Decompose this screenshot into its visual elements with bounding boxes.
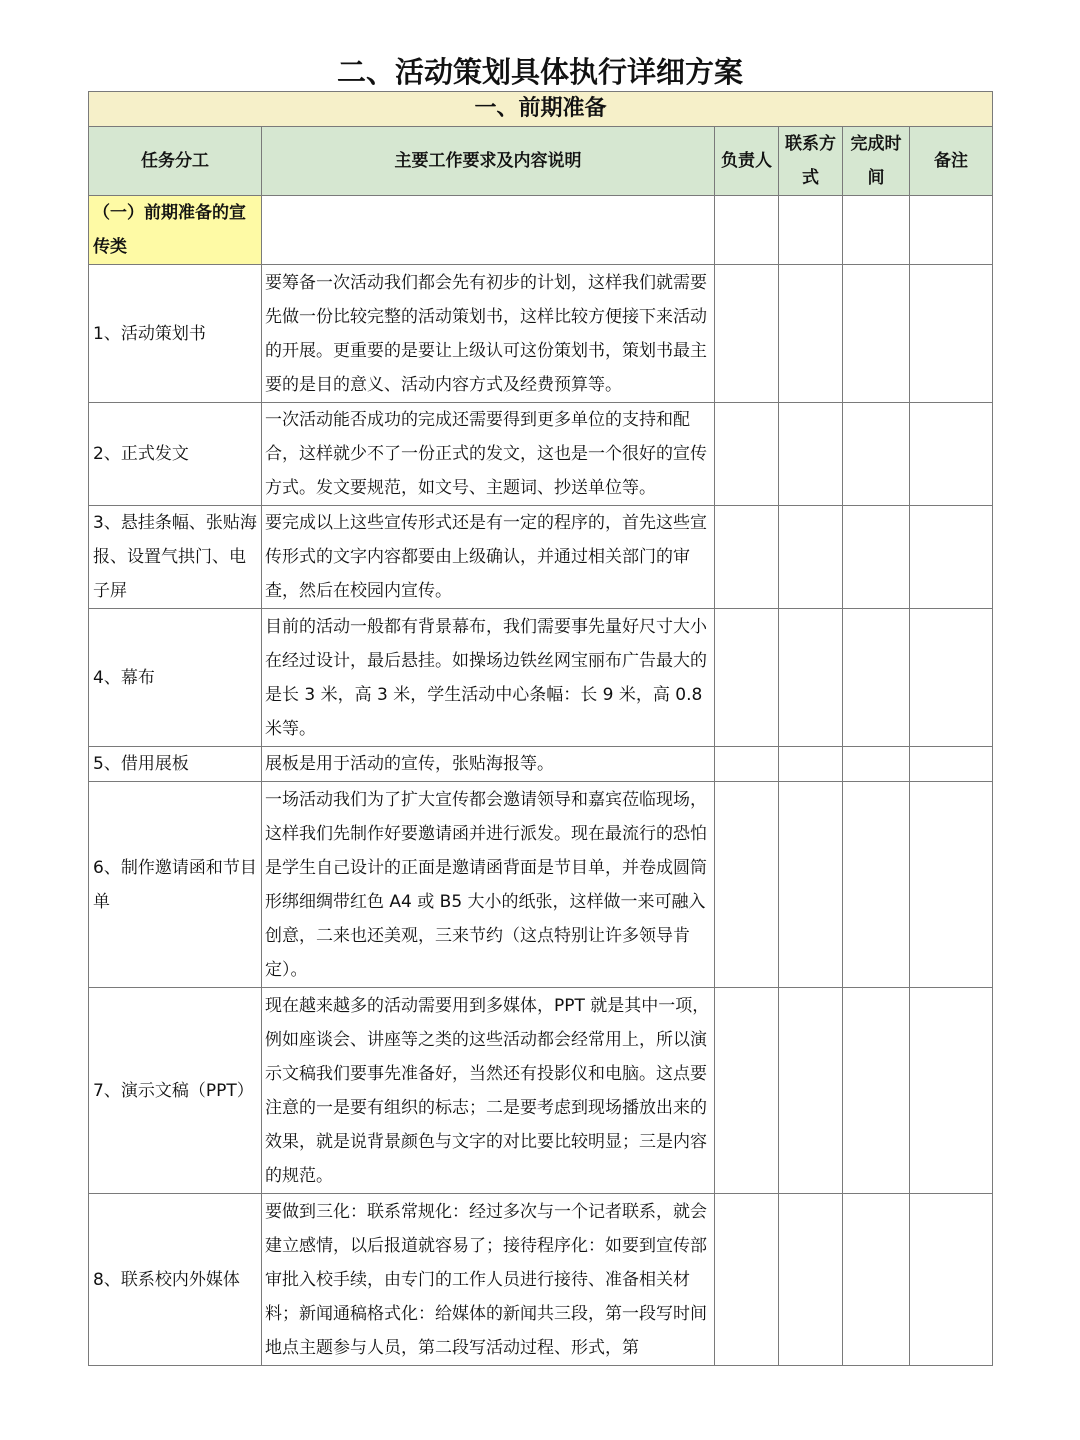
- header-row: [89, 127, 993, 196]
- notes-cell: [910, 609, 993, 747]
- category-row: [89, 196, 993, 265]
- header-description: 主要工作要求及内容说明: [262, 127, 715, 196]
- deadline-cell: [843, 988, 910, 1194]
- deadline-cell: [843, 403, 910, 506]
- notes-cell: [910, 988, 993, 1194]
- contact-cell: [779, 506, 843, 609]
- empty-cell: [910, 196, 993, 265]
- empty-cell: [779, 196, 843, 265]
- task-cell: 5、借用展板: [89, 747, 262, 782]
- plan-table: [88, 91, 993, 1366]
- header-contact: 联系方式: [779, 127, 843, 196]
- owner-cell: [715, 265, 779, 403]
- section-title: 一、前期准备: [89, 92, 993, 127]
- table-row: [89, 782, 993, 988]
- description-cell: 要做到三化：联系常规化：经过多次与一个记者联系，就会建立感情，以后报道就容易了；接待程序化：如要到宣传部审批入校手续，由专门的工作人员进行接待、准备相关材料；新闻通稿格式化：给媒体的新闻共三段，第一段写时间地点主题参与人员，第二段写活动过程、形式，第: [262, 1194, 715, 1366]
- owner-cell: [715, 1194, 779, 1366]
- owner-cell: [715, 506, 779, 609]
- contact-cell: [779, 1194, 843, 1366]
- notes-cell: [910, 506, 993, 609]
- empty-cell: [843, 196, 910, 265]
- contact-cell: [779, 747, 843, 782]
- notes-cell: [910, 403, 993, 506]
- table-row: [89, 265, 993, 403]
- deadline-cell: [843, 747, 910, 782]
- notes-cell: [910, 747, 993, 782]
- empty-cell: [715, 196, 779, 265]
- description-cell: 要完成以上这些宣传形式还是有一定的程序的，首先这些宣传形式的文字内容都要由上级确认，并通过相关部门的审查，然后在校园内宣传。: [262, 506, 715, 609]
- task-cell: 1、活动策划书: [89, 265, 262, 403]
- table-row: [89, 403, 993, 506]
- table-row: [89, 747, 993, 782]
- header-deadline: 完成时间: [843, 127, 910, 196]
- owner-cell: [715, 988, 779, 1194]
- contact-cell: [779, 782, 843, 988]
- description-cell: 展板是用于活动的宣传，张贴海报等。: [262, 747, 715, 782]
- task-cell: 2、正式发文: [89, 403, 262, 506]
- task-cell: 8、联系校内外媒体: [89, 1194, 262, 1366]
- owner-cell: [715, 609, 779, 747]
- description-cell: 要筹备一次活动我们都会先有初步的计划，这样我们就需要先做一份比较完整的活动策划书，这样比较方便接下来活动的开展。更重要的是要让上级认可这份策划书，策划书最主要的是目的意义、活动内容方式及经费预算等。: [262, 265, 715, 403]
- deadline-cell: [843, 1194, 910, 1366]
- deadline-cell: [843, 609, 910, 747]
- section-row: [89, 92, 993, 127]
- description-cell: 目前的活动一般都有背景幕布，我们需要事先量好尺寸大小在经过设计，最后悬挂。如操场边铁丝网宝丽布广告最大的是长 3 米，高 3 米，学生活动中心条幅：长 9 米，高 0.8 米等。: [262, 609, 715, 747]
- header-notes: 备注: [910, 127, 993, 196]
- task-cell: 7、演示文稿（PPT）: [89, 988, 262, 1194]
- contact-cell: [779, 609, 843, 747]
- table-row: [89, 1194, 993, 1366]
- empty-cell: [262, 196, 715, 265]
- category-cell: （一）前期准备的宣传类: [89, 196, 262, 265]
- description-cell: 一场活动我们为了扩大宣传都会邀请领导和嘉宾莅临现场，这样我们先制作好要邀请函并进行派发。现在最流行的恐怕是学生自己设计的正面是邀请函背面是节目单，并卷成圆筒形绑细绸带红色 A4 或 B5 大小的纸张，这样做一来可融入创意，二来也还美观，三来节约（这点特别让许多领导肯定）。: [262, 782, 715, 988]
- table-row: [89, 609, 993, 747]
- notes-cell: [910, 782, 993, 988]
- notes-cell: [910, 1194, 993, 1366]
- document-title: 二、活动策划具体执行详细方案: [336, 55, 743, 89]
- task-cell: 4、幕布: [89, 609, 262, 747]
- task-cell: 6、制作邀请函和节目单: [89, 782, 262, 988]
- table-row: [89, 506, 993, 609]
- notes-cell: [910, 265, 993, 403]
- deadline-cell: [843, 782, 910, 988]
- table-row: [89, 988, 993, 1194]
- contact-cell: [779, 988, 843, 1194]
- owner-cell: [715, 747, 779, 782]
- description-cell: 一次活动能否成功的完成还需要得到更多单位的支持和配合，这样就少不了一份正式的发文，这也是一个很好的宣传方式。发文要规范，如文号、主题词、抄送单位等。: [262, 403, 715, 506]
- owner-cell: [715, 782, 779, 988]
- task-cell: 3、悬挂条幅、张贴海报、设置气拱门、电子屏: [89, 506, 262, 609]
- header-task: 任务分工: [89, 127, 262, 196]
- contact-cell: [779, 403, 843, 506]
- deadline-cell: [843, 265, 910, 403]
- owner-cell: [715, 403, 779, 506]
- contact-cell: [779, 265, 843, 403]
- header-owner: 负责人: [715, 127, 779, 196]
- description-cell: 现在越来越多的活动需要用到多媒体，PPT 就是其中一项，例如座谈会、讲座等之类的这些活动都会经常用上，所以演示文稿我们要事先准备好，当然还有投影仪和电脑。这点要注意的一是要有组织的标志；二是要考虑到现场播放出来的效果，就是说背景颜色与文字的对比要比较明显；三是内容的规范。: [262, 988, 715, 1194]
- deadline-cell: [843, 506, 910, 609]
